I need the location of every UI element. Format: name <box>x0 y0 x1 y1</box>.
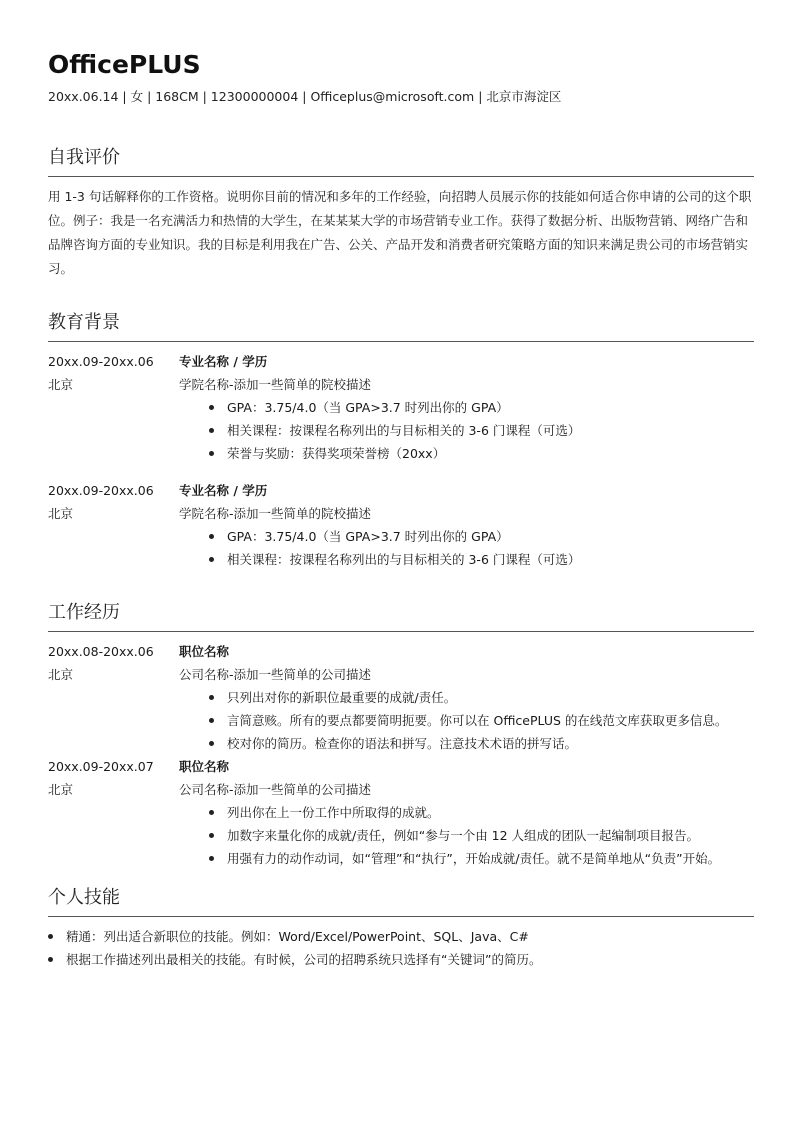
entry-date: 20xx.09-20xx.06 <box>48 354 154 369</box>
entry-description: 学院名称-添加一些简单的院校描述 <box>179 506 372 521</box>
entry-description: 公司名称-添加一些简单的公司描述 <box>179 667 372 682</box>
section-title: 个人技能 <box>48 886 754 917</box>
skill-item: 根据工作描述列出最相关的技能。有时候，公司的招聘系统只选择有“关键词”的简历。 <box>66 948 754 971</box>
bullet-item: 荣誉与奖励：获得奖项荣誉榜（20xx） <box>227 442 754 465</box>
entry-heading: 职位名称 <box>179 759 230 774</box>
entry-heading: 专业名称 / 学历 <box>179 354 268 369</box>
entry-bullets <box>179 396 754 465</box>
entry-bullets <box>179 801 754 870</box>
bullet-item: 相关课程：按课程名称列出的与目标相关的 3-6 门课程（可选） <box>227 548 754 571</box>
work-entry <box>48 640 754 755</box>
entry-bullets <box>179 525 754 571</box>
bullet-item: 只列出对你的新职位最重要的成就/责任。 <box>227 686 754 709</box>
entry-date: 20xx.09-20xx.06 <box>48 483 154 498</box>
skill-item: 精通：列出适合新职位的技能。例如：Word/Excel/PowerPoint、SQL、Java、C# <box>66 925 754 948</box>
education-entry <box>48 479 754 571</box>
bullet-item: 相关课程：按课程名称列出的与目标相关的 3-6 门课程（可选） <box>227 419 754 442</box>
candidate-name: OfficePLUS <box>48 50 201 79</box>
entry-location: 北京 <box>48 377 74 392</box>
skills-list <box>48 925 754 971</box>
entry-heading: 专业名称 / 学历 <box>179 483 268 498</box>
entry-heading: 职位名称 <box>179 644 230 659</box>
bullet-item: 加数字来量化你的成就/责任，例如“参与一个由 12 人组成的团队一起编制项目报告。 <box>227 824 754 847</box>
bullet-item: GPA：3.75/4.0（当 GPA>3.7 时列出你的 GPA） <box>227 525 754 548</box>
education-section <box>48 311 754 571</box>
section-title: 工作经历 <box>48 601 754 632</box>
work-section <box>48 601 754 870</box>
education-entry <box>48 350 754 465</box>
self-eval-section <box>48 146 754 281</box>
bullet-item: 用强有力的动作动词，如“管理”和“执行”，开始成就/责任。就不是简单地从“负责”开始。 <box>227 847 754 870</box>
section-title: 自我评价 <box>48 146 754 177</box>
entry-date: 20xx.08-20xx.06 <box>48 644 154 659</box>
bullet-item: 列出你在上一份工作中所取得的成就。 <box>227 801 754 824</box>
entry-bullets <box>179 686 754 755</box>
entry-description: 公司名称-添加一些简单的公司描述 <box>179 782 372 797</box>
work-entry <box>48 755 754 870</box>
entry-description: 学院名称-添加一些简单的院校描述 <box>179 377 372 392</box>
entry-date: 20xx.09-20xx.07 <box>48 759 154 774</box>
bullet-item: 言简意赅。所有的要点都要简明扼要。你可以在 OfficePLUS 的在线范文库获取更多信息。 <box>227 709 754 732</box>
bullet-item: 校对你的简历。检查你的语法和拼写。注意技术术语的拼写话。 <box>227 732 754 755</box>
entry-location: 北京 <box>48 506 74 521</box>
contact-line: 20xx.06.14 | 女 | 168CM | 12300000004 | Officeplus@microsoft.com | 北京市海淀区 <box>48 89 562 104</box>
skills-section <box>48 886 754 971</box>
section-title: 教育背景 <box>48 311 754 342</box>
bullet-item: GPA：3.75/4.0（当 GPA>3.7 时列出你的 GPA） <box>227 396 754 419</box>
entry-location: 北京 <box>48 782 74 797</box>
entry-location: 北京 <box>48 667 74 682</box>
self-eval-text: 用 1-3 句话解释你的工作资格。说明你目前的情况和多年的工作经验，向招聘人员展示你的技能如何适合你申请的公司的这个职位。例子：我是一名充满活力和热情的大学生，在某某某大学的市场营销专业工作。获得了数据分析、出版物营销、网络广告和品牌咨询方面的专业知识。我的目标是利用我在广告、公关、产品开发和消费者研究策略方面的知识来满足贵公司的市场营销实习。 <box>48 189 752 276</box>
resume-page <box>48 48 754 971</box>
